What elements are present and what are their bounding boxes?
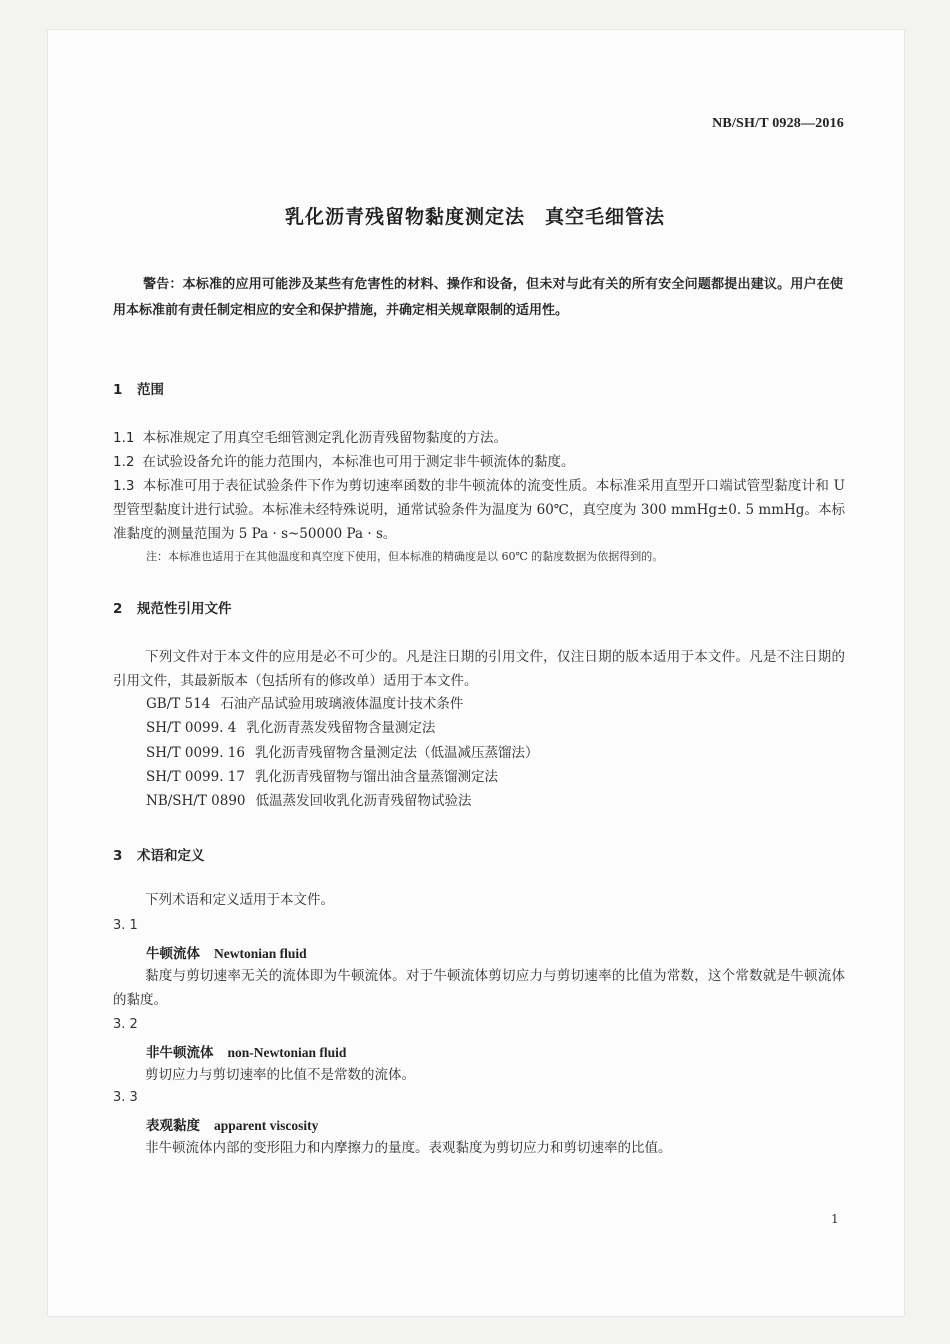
reference-title: 乳化沥青蒸发残留物含量测定法	[246, 720, 436, 737]
section-title: 范围	[137, 382, 164, 398]
reference-code: GB/T 514	[146, 696, 211, 712]
clause-number: 1.2	[113, 454, 135, 470]
scope-note: 注：本标准也适用于在其他温度和真空度下使用，但本标准的精确度是以 60℃ 的黏度数据为依据得到的。	[146, 550, 664, 563]
clause-1-2	[113, 450, 845, 474]
section-title: 规范性引用文件	[137, 601, 232, 617]
reference-title: 乳化沥青残留物含量测定法（低温减压蒸馏法）	[254, 744, 539, 761]
term-en: non-Newtonian fluid	[227, 1045, 347, 1060]
term-en: apparent viscosity	[214, 1118, 319, 1133]
reference-list	[146, 692, 538, 813]
reference-title: 石油产品试验用玻璃液体温度计技术条件	[220, 696, 464, 712]
term-number: 3. 3	[113, 1090, 138, 1105]
clause-1-1	[113, 426, 845, 450]
list-item	[146, 692, 538, 716]
document-title: 乳化沥青残留物黏度测定法 真空毛细管法	[284, 206, 665, 228]
term-definition: 剪切应力与剪切速率的比值不是常数的流体。	[145, 1067, 415, 1083]
term-name	[146, 942, 307, 962]
list-item	[146, 741, 538, 765]
section-heading-terms	[113, 844, 205, 864]
references-intro: 下列文件对于本文件的应用是必不可少的。凡是注日期的引用文件，仅注日期的版本适用于本文件。凡是不注日期的引用文件，其最新版本（包括所有的修改单）适用于本文件。	[113, 649, 845, 689]
warning-paragraph: 警告：本标准的应用可能涉及某些有危害性的材料、操作和设备，但未对与此有关的所有安全问题都提出建议。用户在使用本标准前有责任制定相应的安全和保护措施，并确定相关规章限制的适用性。	[113, 277, 843, 318]
term-zh: 表观黏度	[146, 1118, 200, 1134]
clause-number: 1.3	[113, 478, 135, 494]
list-item	[146, 789, 538, 813]
reference-title: 低温蒸发回收乳化沥青残留物试验法	[255, 793, 472, 810]
terms-intro: 下列术语和定义适用于本文件。	[145, 892, 334, 908]
term-number: 3. 2	[113, 1017, 138, 1032]
section-number: 2	[113, 601, 123, 617]
term-definition: 非牛顿流体内部的变形阻力和内摩擦力的量度。表观黏度为剪切应力和剪切速率的比值。	[145, 1140, 672, 1156]
term-zh: 牛顿流体	[146, 946, 200, 962]
section-number: 1	[113, 382, 123, 398]
term-en: Newtonian fluid	[214, 946, 307, 961]
reference-code: SH/T 0099. 16	[146, 744, 245, 761]
page-number: 1	[831, 1212, 839, 1226]
clause-1-3	[113, 474, 845, 546]
term-name	[146, 1114, 318, 1134]
list-item	[146, 716, 538, 740]
clause-number: 1.1	[113, 430, 135, 446]
section-heading-scope	[113, 378, 164, 398]
clause-text: 在试验设备允许的能力范围内，本标准也可用于测定非牛顿流体的黏度。	[142, 454, 575, 470]
term-zh: 非牛顿流体	[146, 1045, 214, 1061]
reference-code: NB/SH/T 0890	[146, 793, 246, 810]
section-title: 术语和定义	[137, 848, 205, 864]
reference-code: SH/T 0099. 4	[146, 720, 237, 737]
reference-title: 乳化沥青残留物与馏出油含量蒸馏测定法	[254, 768, 498, 785]
term-definition: 黏度与剪切速率无关的流体即为牛顿流体。对于牛顿流体剪切应力与剪切速率的比值为常数，这个常数就是牛顿流体的黏度。	[113, 968, 845, 1008]
term-number: 3. 1	[113, 918, 138, 933]
term-name	[146, 1041, 346, 1061]
standard-code: NB/SH/T 0928—2016	[712, 116, 844, 131]
reference-code: SH/T 0099. 17	[146, 768, 245, 785]
section-number: 3	[113, 848, 123, 864]
list-item	[146, 765, 538, 789]
section-heading-references	[113, 597, 232, 617]
clause-text: 本标准可用于表征试验条件下作为剪切速率函数的非牛顿流体的流变性质。本标准采用直型开口端试管型黏度计和 U 型管型黏度计进行试验。本标准未经特殊说明，通常试验条件为温度为 60℃，真空度为 300 mmHg±0. 5 mmHg。本标准黏度的测量范围为 5 Pa · s~50000 Pa · s。	[113, 478, 845, 542]
clause-text: 本标准规定了用真空毛细管测定乳化沥青残留物黏度的方法。	[142, 430, 507, 446]
